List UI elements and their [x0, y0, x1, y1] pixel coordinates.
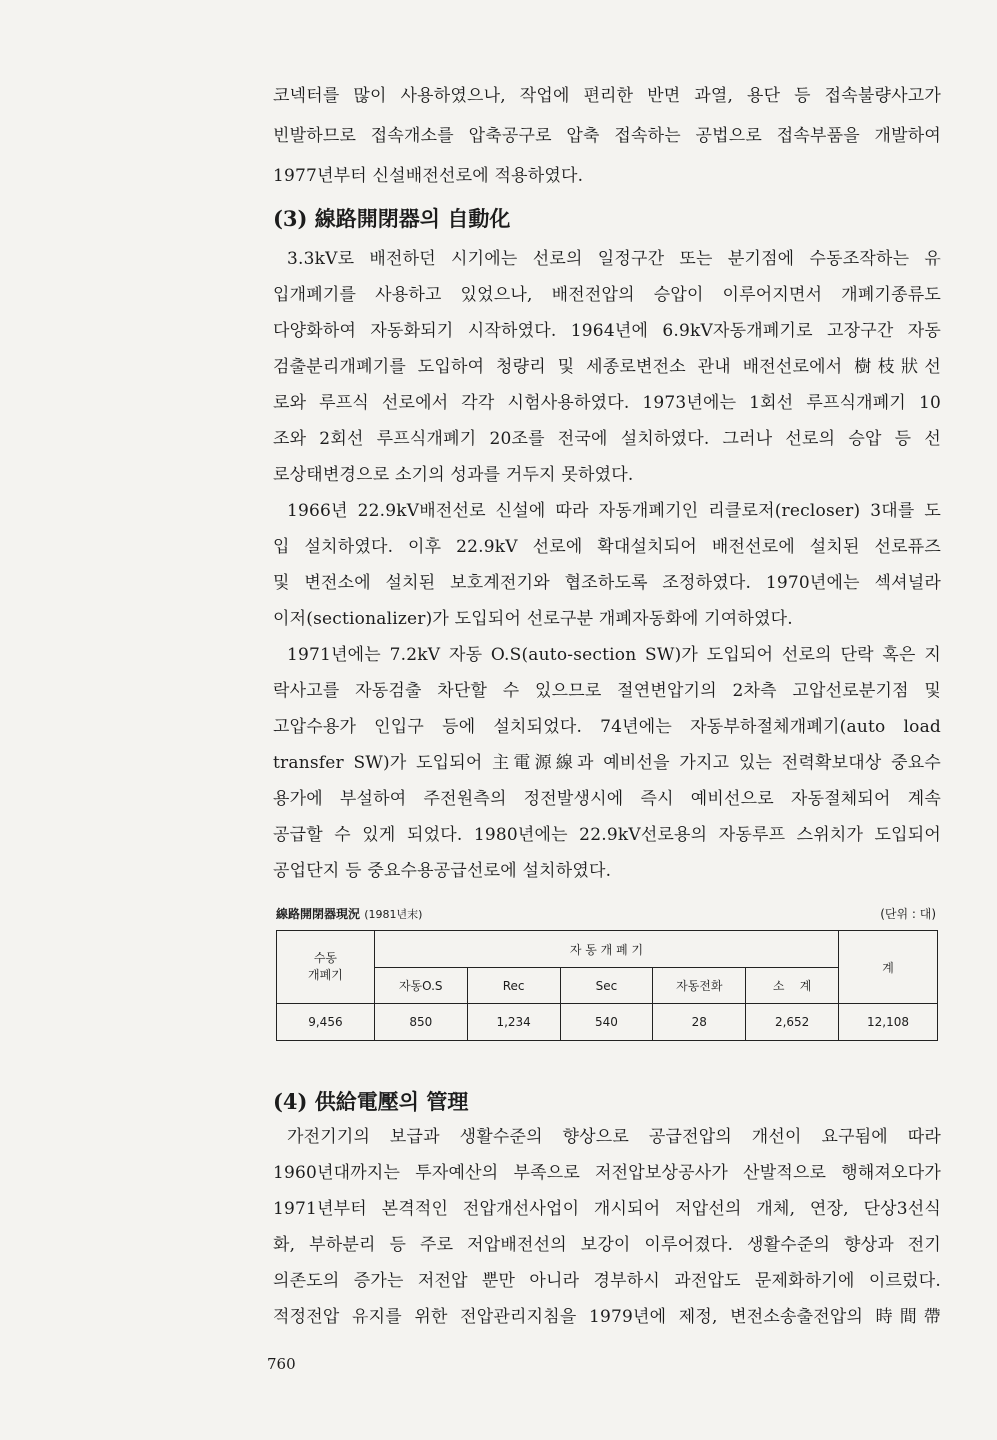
text-line: 이저(sectionalizer)가 도입되어 선로구분 개폐자동화에 기여하였다. — [273, 609, 793, 629]
text-line: 공업단지 등 중요수용공급선로에 설치하였다. — [273, 861, 612, 881]
section3-paragraph-2 — [273, 501, 941, 629]
table-cell: 12,108 — [839, 1004, 938, 1041]
table-subtitle: (1981년末) — [364, 908, 423, 921]
text-line: 검출분리개폐기를 도입하여 청량리 및 세종로변전소 관내 배전선로에서 樹枝狀선 — [273, 357, 941, 377]
text-line: 1960년대까지는 투자예산의 부족으로 저전압보상공사가 산발적으로 행해져오다가 — [273, 1163, 941, 1183]
text-line: 1971년부터 본격적인 전압개선사업이 개시되어 저압선의 개체, 연장, 단상3선식 — [273, 1199, 941, 1219]
section3-paragraph-1 — [273, 249, 941, 485]
header-total: 계 — [839, 931, 938, 1004]
table-cell: 850 — [374, 1004, 467, 1041]
subheader-rec: Rec — [467, 968, 560, 1004]
text-line: 입 설치하였다. 이후 22.9kV 선로에 확대설치되어 배전선로에 설치된 선로퓨즈 — [273, 537, 941, 557]
text-line: 용가에 부설하여 주전원측의 정전발생시에 즉시 예비선으로 자동절체되어 계속 — [273, 789, 941, 809]
text-line: 1977년부터 신설배전선로에 적용하였다. — [273, 166, 584, 186]
table-cell: 1,234 — [467, 1004, 560, 1041]
section-heading-3: (3) 線路開閉器의 自動化 — [273, 206, 511, 231]
intro-paragraph — [273, 86, 941, 186]
text-line: 화, 부하분리 등 주로 저압배전선의 보강이 이루어졌다. 생활수준의 향상과 전기 — [273, 1235, 941, 1255]
text-line: 및 변전소에 설치된 보호계전기와 협조하도록 조정하였다. 1970년에는 섹셔널라 — [273, 573, 941, 593]
subheader-subtotal: 소 계 — [746, 968, 839, 1004]
table-cell: 2,652 — [746, 1004, 839, 1041]
page-number: 760 — [267, 1355, 296, 1373]
switch-status-table — [276, 930, 938, 1041]
subheader-auto-os: 자동O.S — [374, 968, 467, 1004]
text-line: 코넥터를 많이 사용하였으나, 작업에 편리한 반면 과열, 용단 등 접속불량사고가 — [273, 86, 941, 106]
subheader-sec: Sec — [560, 968, 653, 1004]
table-cell: 540 — [560, 1004, 653, 1041]
section4-paragraph-1 — [273, 1127, 941, 1327]
text-line: 공급할 수 있게 되었다. 1980년에는 22.9kV선로용의 자동루프 스위치가 도입되어 — [273, 825, 941, 845]
section3-paragraph-3 — [273, 645, 941, 881]
section-heading-4: (4) 供給電壓의 管理 — [273, 1089, 469, 1114]
text-line: 다양화하여 자동화되기 시작하였다. 1964년에 6.9kV자동개폐기로 고장구간 자동 — [273, 321, 941, 341]
text-line: 3.3kV로 배전하던 시기에는 선로의 일정구간 또는 분기점에 수동조작하는 유 — [287, 249, 941, 269]
text-line: 1971년에는 7.2kV 자동 O.S(auto-section SW)가 도입되어 선로의 단락 혹은 지 — [287, 645, 941, 665]
table-cell: 9,456 — [277, 1004, 375, 1041]
text-line: 가전기기의 보급과 생활수준의 향상으로 공급전압의 개선이 요구됨에 따라 — [287, 1127, 941, 1147]
table-caption — [276, 905, 936, 922]
subheader-auto-transfer: 자동전화 — [653, 968, 746, 1004]
text-line: 로와 루프식 선로에서 각각 시험사용하였다. 1973년에는 1회선 루프식개폐기 10 — [273, 393, 941, 413]
text-line: 빈발하므로 접속개소를 압축공구로 압축 접속하는 공법으로 접속부품을 개발하여 — [273, 126, 941, 146]
text-line: transfer SW)가 도입되어 主電源線과 예비선을 가지고 있는 전력확보대상 중요수 — [273, 753, 941, 773]
text-line: 적정전압 유지를 위한 전압관리지침을 1979년에 제정, 변전소송출전압의 時間帶 — [273, 1307, 941, 1327]
text-line: 의존도의 증가는 저전압 뿐만 아니라 경부하시 과전압도 문제화하기에 이르렀다. — [273, 1271, 941, 1291]
text-line: 락사고를 자동검출 차단할 수 있으므로 절연변압기의 2차측 고압선로분기점 및 — [273, 681, 941, 701]
table-title: 線路開閉器現況 — [276, 907, 361, 921]
header-manual-switch: 수동 개폐기 — [277, 931, 375, 1004]
text-line: 고압수용가 인입구 등에 설치되었다. 74년에는 자동부하절체개폐기(auto load — [273, 717, 941, 737]
table-unit: (단위 : 대) — [880, 907, 936, 921]
text-line: 조와 2회선 루프식개폐기 20조를 전국에 설치하였다. 그러나 선로의 승압 등 선 — [273, 429, 941, 449]
header-auto-switch: 자 동 개 폐 기 — [374, 931, 838, 968]
text-line: 입개폐기를 사용하고 있었으나, 배전전압의 승압이 이루어지면서 개폐기종류도 — [273, 285, 941, 305]
text-line: 로상태변경으로 소기의 성과를 거두지 못하였다. — [273, 465, 634, 485]
table-cell: 28 — [653, 1004, 746, 1041]
text-line: 1966년 22.9kV배전선로 신설에 따라 자동개폐기인 리클로저(recloser) 3대를 도 — [287, 501, 941, 521]
